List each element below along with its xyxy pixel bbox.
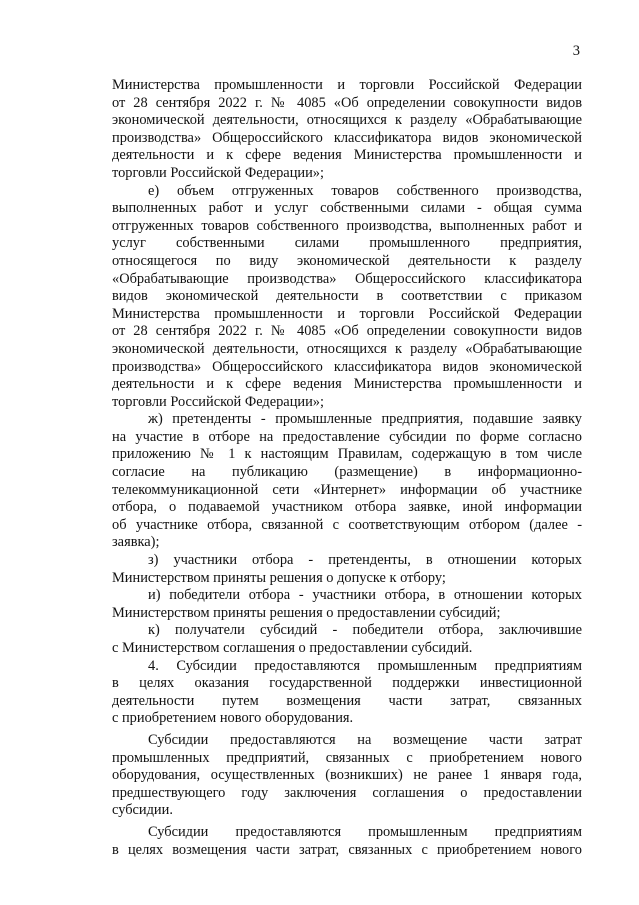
text-line: «Обрабатывающие производства» Общероссийского классификатора [112,270,582,287]
text-line: экономической деятельности, относящихся к разделу «Обрабатывающие [112,340,582,357]
body-text [112,77,582,859]
text-line: об участнике отбора, связанной с соответствующим отбором (далее - [112,516,582,533]
text-line: субсидии. [112,802,173,819]
text-line: оборудования, осуществленных (возникших) не ранее 1 января года, [112,767,582,784]
paragraph-4-start: 4. Субсидии предоставляются промышленным предприятиям [148,657,582,674]
text-line: экономической деятельности, относящихся к разделу «Обрабатывающие [112,112,582,129]
paragraph-z-start: з) участники отбора - претенденты, в отношении которых [148,552,582,569]
text-line: предшествующего году заключения соглашения о предоставлении [112,784,582,801]
page-number: 3 [572,43,580,59]
text-line: согласие на публикацию (размещение) в информационно- [112,464,582,481]
paragraph-start: Субсидии предоставляются на возмещение части затрат [148,731,582,748]
text-line: Министерства промышленности и торговли Российской Федерации [112,305,582,322]
text-line: торговли Российской Федерации»; [112,393,324,410]
text-line: производства» Общероссийского классификатора видов экономической [112,129,582,146]
text-line: Министерством приняты решения о предоставлении субсидий; [112,604,501,621]
text-line: деятельности путем возмещения части затрат, связанных [112,692,582,709]
text-line: видов экономической деятельности в соответствии с приказом [112,288,582,305]
text-line: деятельности и к сфере ведения Министерства промышленности и [112,376,582,393]
paragraph-i-start: и) победители отбора - участники отбора, в отношении которых [148,587,582,604]
text-line: в целях оказания государственной поддержки инвестиционной [112,675,582,692]
paragraph-e-start: е) объем отгруженных товаров собственного производства, [148,182,582,199]
text-line: промышленных предприятий, связанных с приобретением нового [112,749,582,766]
text-line: приложению № 1 к настоящим Правилам, содержащую в том числе [112,446,582,463]
text-line: от 28 сентября 2022 г. № 4085 «Об определении совокупности видов [112,94,582,111]
text-line: с Министерством соглашения о предоставлении субсидий. [112,640,473,656]
text-line: от 28 сентября 2022 г. № 4085 «Об определении совокупности видов [112,323,582,340]
paragraph-k-start: к) получатели субсидий - победители отбора, заключившие [148,622,582,639]
text-line: относящегося по виду экономической деятельности к разделу [112,252,582,269]
text-line: заявка); [112,534,160,551]
text-line: в целях возмещения части затрат, связанных с приобретением нового [112,841,582,858]
text-line: деятельности и к сфере ведения Министерства промышленности и [112,147,582,164]
text-line: отбора, о подаваемой участником отбора заявке, иной информации [112,499,582,516]
paragraph-start: Субсидии предоставляются промышленным предприятиям [148,823,582,840]
text-line: Министерством приняты решения о допуске к отбору; [112,569,446,586]
text-line: отгруженных товаров собственного производства, выполненных работ и [112,217,582,234]
text-line: торговли Российской Федерации»; [112,164,324,181]
text-line: услуг собственными силами промышленного предприятия, [112,235,582,252]
paragraph-zh-start: ж) претенденты - промышленные предприятия, подавшие заявку [148,411,582,428]
text-line: Министерства промышленности и торговли Российской Федерации [112,77,582,93]
text-line: производства» Общероссийского классификатора видов экономической [112,358,582,375]
text-line: на участие в отборе на предоставление субсидии по форме согласно [112,428,582,445]
text-line: телекоммуникационной сети «Интернет» информации об участнике [112,481,582,498]
text-line: с приобретением нового оборудования. [112,710,354,727]
text-line: выполненных работ и услуг собственными силами - общая сумма [112,200,582,217]
